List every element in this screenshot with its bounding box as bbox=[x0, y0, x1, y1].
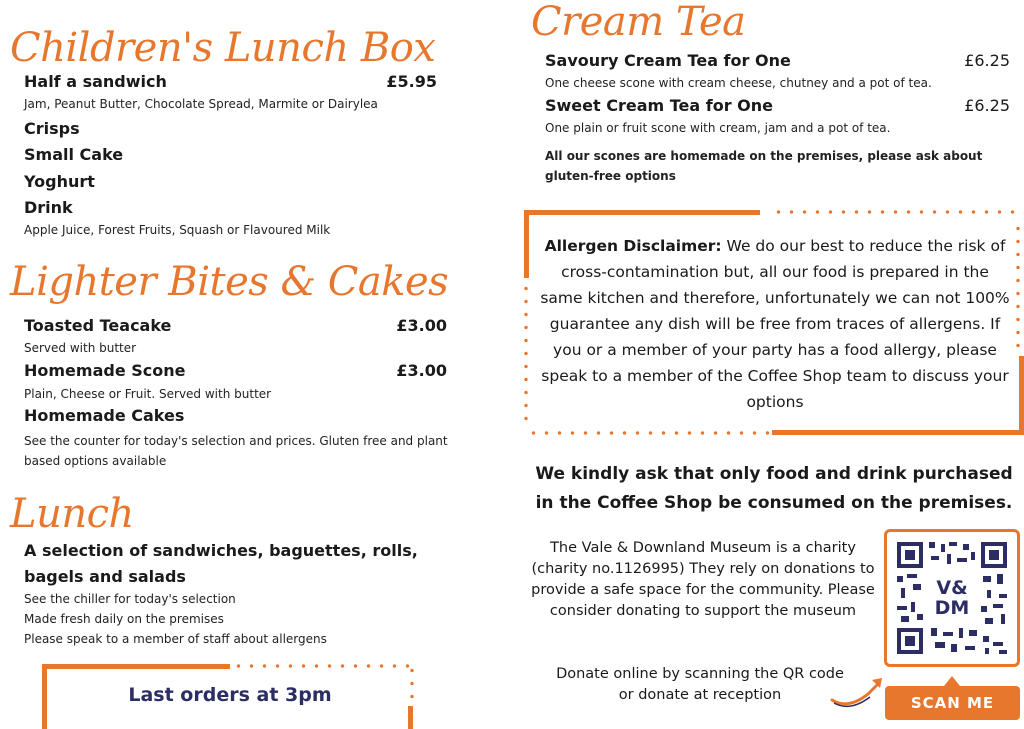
lunch-line-1: See the chiller for today's selection bbox=[24, 592, 236, 606]
allergen-frame-dots-top bbox=[772, 210, 1020, 214]
price-half-sandwich: £5.95 bbox=[386, 72, 437, 91]
donate-text: Donate online by scanning the QR code or donate at reception bbox=[556, 666, 844, 703]
childrens-lunch-box-heading: Children's Lunch Box bbox=[10, 25, 436, 71]
lunch-heading: Lunch bbox=[10, 491, 134, 537]
last-orders-frame-dots bbox=[232, 664, 412, 668]
menu-item-savoury-cream-tea: Savoury Cream Tea for One bbox=[545, 51, 791, 70]
menu-item-crisps: Crisps bbox=[24, 119, 80, 138]
qr-code-icon[interactable] bbox=[887, 532, 1017, 664]
price-toasted-teacake: £3.00 bbox=[396, 316, 447, 335]
allergen-frame-dots-bottom bbox=[527, 431, 772, 435]
arrow-icon bbox=[828, 670, 888, 710]
price-sweet-cream-tea: £6.25 bbox=[964, 96, 1010, 115]
allergen-frame-left bbox=[524, 210, 529, 278]
allergen-text: We do our best to reduce the risk of cross-contamination but, all our food is prepared in the same kitchen and therefore, unfortunately we can not 100% guarantee any dish will be free from traces of allergens. If you or a member of your party has a food allergy, please speak to a member of the Coffee Shop team to discuss your options bbox=[540, 237, 1010, 411]
cream-tea-heading: Cream Tea bbox=[531, 0, 746, 45]
lunch-line-3: Please speak to a member of staff about allergens bbox=[24, 632, 327, 646]
menu-item-drink: Drink bbox=[24, 198, 73, 217]
lighter-bites-heading: Lighter Bites & Cakes bbox=[10, 259, 449, 305]
scan-pointer-icon bbox=[944, 676, 960, 686]
desc-homemade-scone: Plain, Cheese or Fruit. Served with butter bbox=[24, 387, 272, 401]
menu-item-sweet-cream-tea: Sweet Cream Tea for One bbox=[545, 96, 774, 115]
desc-drink: Apple Juice, Forest Fruits, Squash or Flavoured Milk bbox=[24, 223, 331, 237]
allergen-frame-top bbox=[524, 210, 760, 215]
menu-item-toasted-teacake: Toasted Teacake bbox=[24, 316, 172, 335]
desc-savoury-cream-tea: One cheese scone with cream cheese, chutney and a pot of tea. bbox=[545, 76, 932, 90]
last-orders-frame-dots-right bbox=[410, 664, 414, 704]
qr-logo-bottom: DM bbox=[934, 597, 970, 619]
menu-item-homemade-scone: Homemade Scone bbox=[24, 361, 186, 380]
qr-logo-top: V& bbox=[936, 577, 968, 599]
menu-item-small-cake: Small Cake bbox=[24, 145, 124, 164]
qr-code-frame bbox=[884, 529, 1020, 667]
desc-toasted-teacake: Served with butter bbox=[24, 341, 137, 355]
allergen-label: Allergen Disclaimer: bbox=[544, 237, 722, 255]
allergen-disclaimer bbox=[540, 233, 1010, 415]
lunch-line-2: Made fresh daily on the premises bbox=[24, 612, 224, 626]
menu-item-homemade-cakes: Homemade Cakes bbox=[24, 406, 185, 425]
charity-text: The Vale & Downland Museum is a charity (charity no.1126995) They rely on donations to provide a safe space for the community. Please consider donating to support the museum bbox=[531, 540, 875, 619]
desc-sweet-cream-tea: One plain or fruit scone with cream, jam and a pot of tea. bbox=[545, 121, 891, 135]
price-savoury-cream-tea: £6.25 bbox=[964, 51, 1010, 70]
menu-item-half-sandwich: Half a sandwich bbox=[24, 72, 167, 91]
last-orders-frame-left bbox=[42, 664, 47, 729]
allergen-frame-right bbox=[1019, 356, 1024, 435]
scones-note: All our scones are homemade on the premises, please ask about gluten-free options bbox=[545, 149, 983, 183]
menu-item-yoghurt: Yoghurt bbox=[24, 172, 95, 191]
premises-request: We kindly ask that only food and drink purchased in the Coffee Shop be consumed on the premises. bbox=[535, 464, 1013, 513]
allergen-frame-dots-left bbox=[524, 282, 528, 426]
allergen-frame-dots-right bbox=[1016, 222, 1020, 352]
desc-half-sandwich: Jam, Peanut Butter, Chocolate Spread, Marmite or Dairylea bbox=[24, 97, 378, 111]
last-orders-text: Last orders at 3pm bbox=[128, 684, 332, 706]
allergen-frame-bottom bbox=[772, 430, 1024, 435]
last-orders-frame-right bbox=[408, 706, 413, 729]
desc-homemade-cakes: See the counter for today's selection and prices. Gluten free and plant based options available bbox=[24, 434, 448, 468]
last-orders-frame-top bbox=[42, 664, 230, 669]
lunch-title: A selection of sandwiches, baguettes, rolls, bagels and salads bbox=[24, 541, 418, 586]
price-homemade-scone: £3.00 bbox=[396, 361, 447, 380]
scan-me-button[interactable]: SCAN ME bbox=[885, 686, 1020, 720]
